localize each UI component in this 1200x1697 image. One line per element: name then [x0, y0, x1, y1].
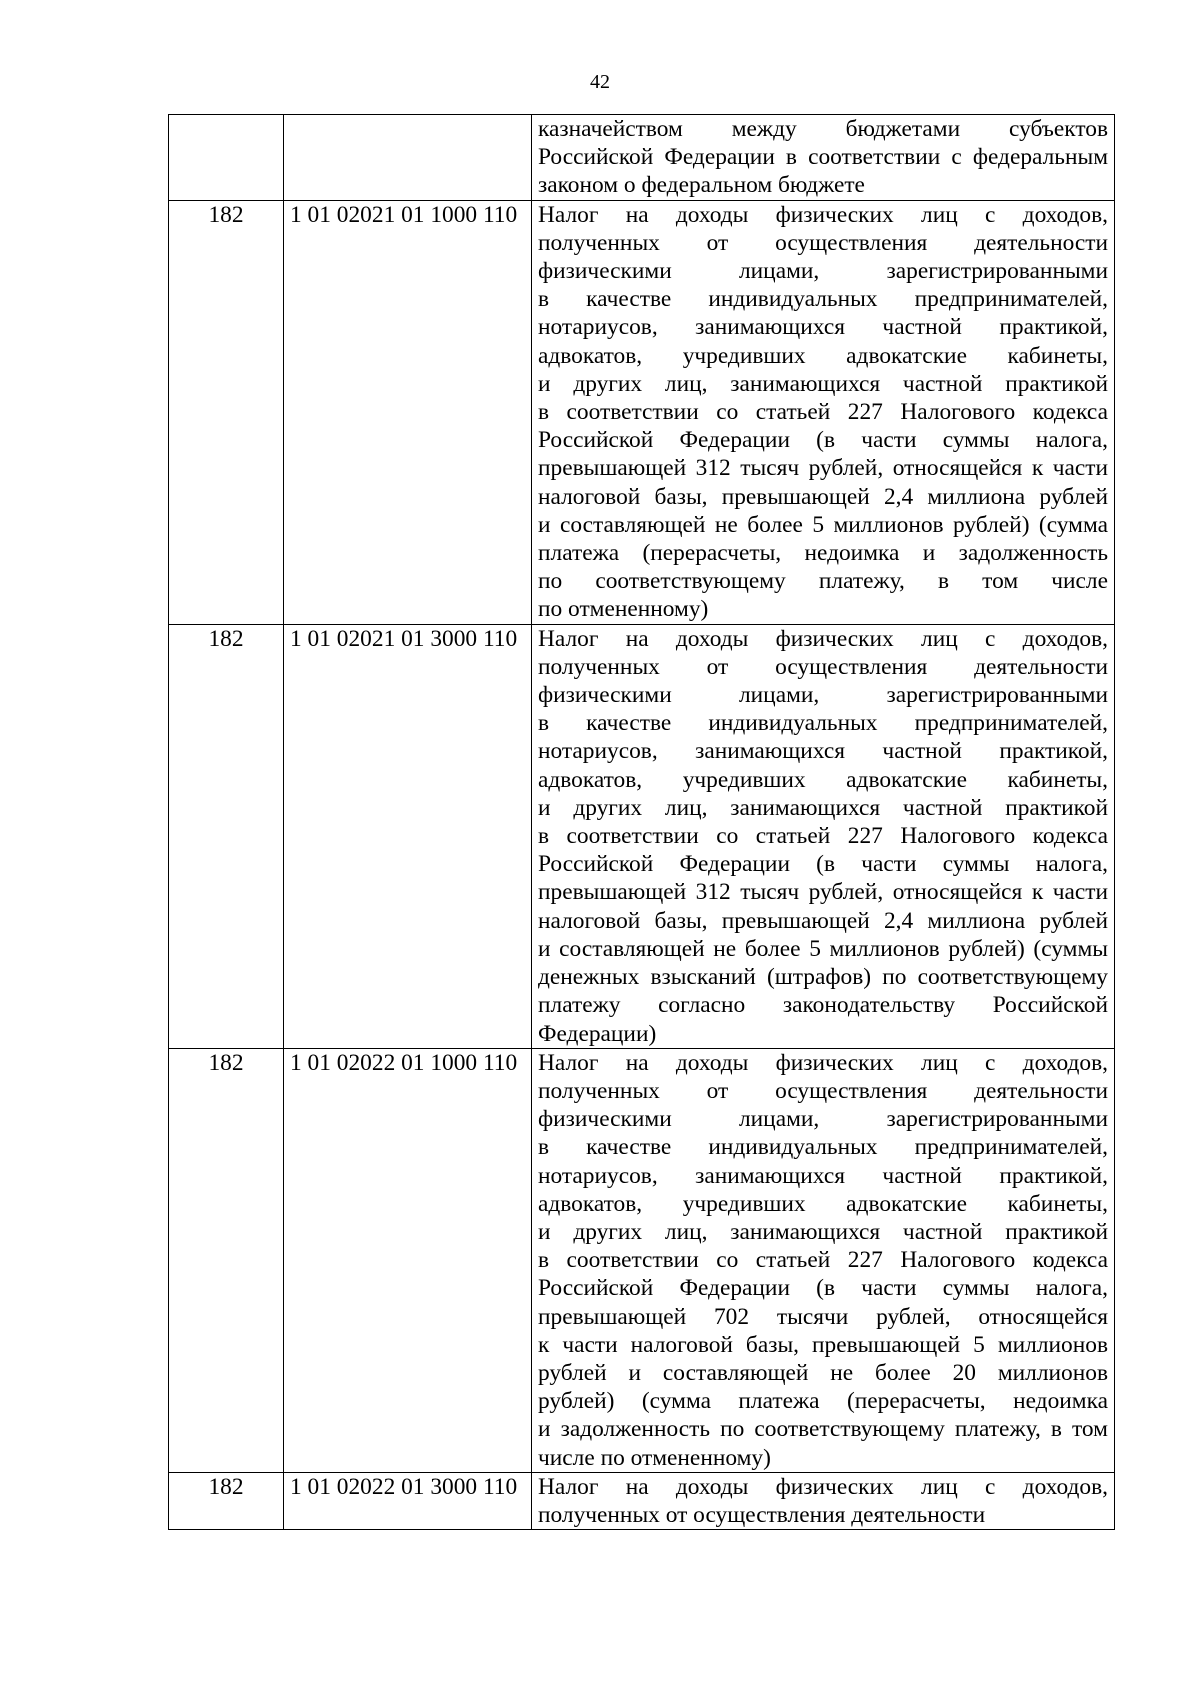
- description-line: по соответствующему платежу, в том числе: [538, 568, 1108, 595]
- description-line: платежу согласно законодательству Российской: [538, 992, 1108, 1019]
- table-row: [169, 624, 1115, 1048]
- table-row: [169, 1048, 1115, 1472]
- description-line: Налог на доходы физических лиц с доходов,: [538, 201, 1108, 228]
- table-row: [169, 1472, 1115, 1529]
- description-line: Российской Федерации в соответствии с федеральным: [538, 144, 1108, 171]
- income-description-cell: [532, 115, 1115, 201]
- description-line: в качестве индивидуальных предпринимателей,: [538, 710, 1108, 737]
- admin-code-cell: 182: [169, 624, 284, 1048]
- description-line: в качестве индивидуальных предпринимателей,: [538, 286, 1108, 313]
- description-line: нотариусов, занимающихся частной практикой,: [538, 314, 1108, 341]
- admin-code-cell: [169, 115, 284, 201]
- income-description-cell: [532, 1048, 1115, 1472]
- kbk-code-cell: [284, 115, 532, 201]
- description-line: в качестве индивидуальных предпринимателей,: [538, 1134, 1108, 1161]
- description-line: денежных взысканий (штрафов) по соответствующему: [538, 964, 1108, 991]
- description-line: и других лиц, занимающихся частной практикой: [538, 1218, 1108, 1245]
- description-line: нотариусов, занимающихся частной практикой,: [538, 738, 1108, 765]
- description-line: адвокатов, учредивших адвокатские кабинеты,: [538, 1190, 1108, 1217]
- description-line: и составляющей не более 5 миллионов рублей) (сумма: [538, 511, 1108, 538]
- income-description-cell: [532, 624, 1115, 1048]
- description-line: по отмененному): [538, 596, 709, 623]
- description-line: платежа (перерасчеты, недоимка и задолженность: [538, 540, 1108, 567]
- description-line: полученных от осуществления деятельности: [538, 229, 1108, 256]
- table-row: [169, 200, 1115, 624]
- kbk-code-cell: 1 01 02022 01 3000 110: [284, 1472, 532, 1529]
- budget-classification-table: [168, 114, 1115, 1530]
- description-line: казначейством между бюджетами субъектов: [538, 116, 1108, 142]
- income-description-cell: [532, 1472, 1115, 1529]
- description-line: физическими лицами, зарегистрированными: [538, 1106, 1108, 1133]
- description-line: и других лиц, занимающихся частной практикой: [538, 370, 1108, 397]
- admin-code-cell: 182: [169, 1472, 284, 1529]
- description-line: законом о федеральном бюджете: [538, 172, 865, 199]
- description-line: Налог на доходы физических лиц с доходов,: [538, 625, 1108, 652]
- description-line: и задолженность по соответствующему платежу, в том: [538, 1416, 1108, 1443]
- description-line: рублей) (сумма платежа (перерасчеты, недоимка: [538, 1388, 1108, 1415]
- description-line: адвокатов, учредивших адвокатские кабинеты,: [538, 342, 1108, 369]
- description-line: в соответствии со статьей 227 Налогового кодекса: [538, 1247, 1108, 1274]
- description-line: Российской Федерации (в части суммы налога,: [538, 1275, 1108, 1302]
- description-line: полученных от осуществления деятельности: [538, 1501, 986, 1528]
- description-line: нотариусов, занимающихся частной практикой,: [538, 1162, 1108, 1189]
- description-line: налоговой базы, превышающей 2,4 миллиона рублей: [538, 907, 1108, 934]
- description-line: числе по отмененному): [538, 1444, 771, 1471]
- description-line: Налог на доходы физических лиц с доходов,: [538, 1049, 1108, 1076]
- description-line: физическими лицами, зарегистрированными: [538, 682, 1108, 709]
- description-line: адвокатов, учредивших адвокатские кабинеты,: [538, 766, 1108, 793]
- kbk-code-cell: 1 01 02021 01 3000 110: [284, 624, 532, 1048]
- description-line: полученных от осуществления деятельности: [538, 653, 1108, 680]
- income-description-cell: [532, 200, 1115, 624]
- page-number: 42: [590, 71, 610, 93]
- description-line: полученных от осуществления деятельности: [538, 1077, 1108, 1104]
- description-line: рублей и составляющей не более 20 миллионов: [538, 1359, 1108, 1386]
- description-line: Федерации): [538, 1020, 657, 1047]
- kbk-code-cell: 1 01 02021 01 1000 110: [284, 200, 532, 624]
- kbk-code-cell: 1 01 02022 01 1000 110: [284, 1048, 532, 1472]
- description-line: превышающей 312 тысяч рублей, относящейся к части: [538, 879, 1108, 906]
- description-line: в соответствии со статьей 227 Налогового кодекса: [538, 823, 1108, 850]
- description-line: и составляющей не более 5 миллионов рублей) (суммы: [538, 935, 1108, 962]
- description-line: превышающей 702 тысячи рублей, относящейся: [538, 1303, 1108, 1330]
- description-line: Российской Федерации (в части суммы налога,: [538, 851, 1108, 878]
- admin-code-cell: 182: [169, 200, 284, 624]
- description-line: к части налоговой базы, превышающей 5 миллионов: [538, 1331, 1108, 1358]
- description-line: в соответствии со статьей 227 Налогового кодекса: [538, 399, 1108, 426]
- description-line: превышающей 312 тысяч рублей, относящейся к части: [538, 455, 1108, 482]
- description-line: физическими лицами, зарегистрированными: [538, 258, 1108, 285]
- table-row: [169, 115, 1115, 201]
- admin-code-cell: 182: [169, 1048, 284, 1472]
- description-line: Налог на доходы физических лиц с доходов,: [538, 1473, 1108, 1500]
- description-line: и других лиц, занимающихся частной практикой: [538, 794, 1108, 821]
- description-line: налоговой базы, превышающей 2,4 миллиона рублей: [538, 483, 1108, 510]
- description-line: Российской Федерации (в части суммы налога,: [538, 427, 1108, 454]
